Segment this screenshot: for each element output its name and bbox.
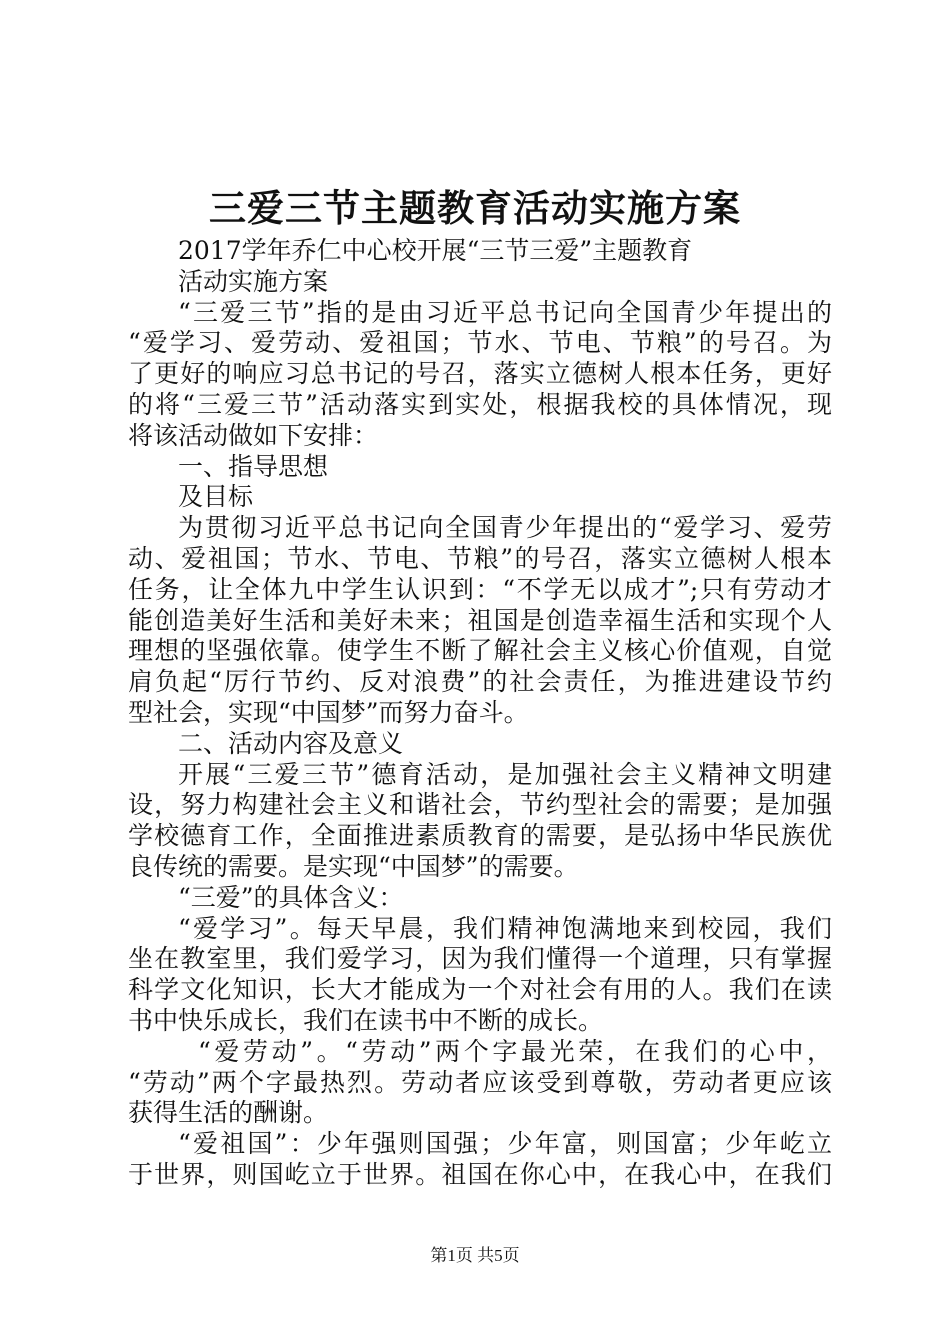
subsection-heading: “三爱”的具体含义： [178,882,404,912]
subtitle-line-1: 2017学年乔仁中心校开展“三节三爱”主题教育 [178,236,693,265]
paragraph-line: “三爱三节”指的是由习近平总书记向全国青少年提出的 [178,297,832,327]
section-heading: 及目标 [178,482,254,512]
paragraph-line: “爱劳动”。“劳动”两个字最光荣，在我们的心中， [198,1036,832,1066]
paragraph-line: 了更好的响应习总书记的号召，落实立德树人根本任务，更好 [128,359,832,389]
section-heading: 一、指导思想 [178,451,329,481]
paragraph-line: 设，努力构建社会主义和谐社会，节约型社会的需要；是加强 [128,790,832,820]
paragraph-line: “劳动”两个字最热烈。劳动者应该受到尊敬，劳动者更应该 [128,1067,832,1097]
paragraph-line: 能创造美好生活和美好未来；祖国是创造幸福生活和实现个人 [128,605,832,635]
paragraph-line: 开展“三爱三节”德育活动，是加强社会主义精神文明建 [178,759,832,789]
subtitle-line-2: 活动实施方案 [178,266,329,296]
paragraph-line: 理想的坚强依靠。使学生不断了解社会主义核心价值观，自觉 [128,636,832,666]
paragraph-line: 于世界，则国屹立于世界。祖国在你心中，在我心中，在我们 [128,1159,832,1189]
paragraph-line: 肩负起“厉行节约、反对浪费”的社会责任，为推进建设节约 [128,667,832,697]
paragraph-line: “爱学习、爱劳动、爱祖国；节水、节电、节粮”的号召。为 [128,328,832,358]
document-body [128,236,832,1191]
paragraph-line: 坐在教室里，我们爱学习，因为我们懂得一个道理，只有掌握 [128,944,832,974]
paragraph-line: 动、爱祖国；节水、节电、节粮”的号召，落实立德树人根本 [128,543,832,573]
paragraph-line: 将该活动做如下安排： [128,420,379,450]
paragraph-line: 书中快乐成长，我们在读书中不断的成长。 [128,1005,604,1035]
paragraph-line: “爱学习”。每天早晨，我们精神饱满地来到校园，我们 [178,913,832,943]
paragraph-line: “爱祖国”：少年强则国强；少年富，则国富；少年屹立 [178,1129,832,1159]
paragraph-line: 的将“三爱三节”活动落实到实处，根据我校的具体情况，现 [128,389,832,419]
paragraph-line: 良传统的需要。是实现“中国梦”的需要。 [128,851,579,881]
paragraph-line: 任务，让全体九中学生认识到：“不学无以成才”;只有劳动才 [128,574,832,604]
page-number: 第1页 共5页 [430,1246,520,1265]
paragraph-line: 学校德育工作，全面推进素质教育的需要，是弘扬中华民族优 [128,821,832,851]
section-heading: 二、活动内容及意义 [178,728,404,758]
paragraph-line: 获得生活的酬谢。 [128,1098,329,1128]
page-title: 三爱三节主题教育活动实施方案 [209,186,741,230]
paragraph-line: 科学文化知识，长大才能成为一个对社会有用的人。我们在读 [128,975,832,1005]
paragraph-line: 为贯彻习近平总书记向全国青少年提出的“爱学习、爱劳 [178,513,832,543]
paragraph-line: 型社会，实现“中国梦”而努力奋斗。 [128,697,529,727]
